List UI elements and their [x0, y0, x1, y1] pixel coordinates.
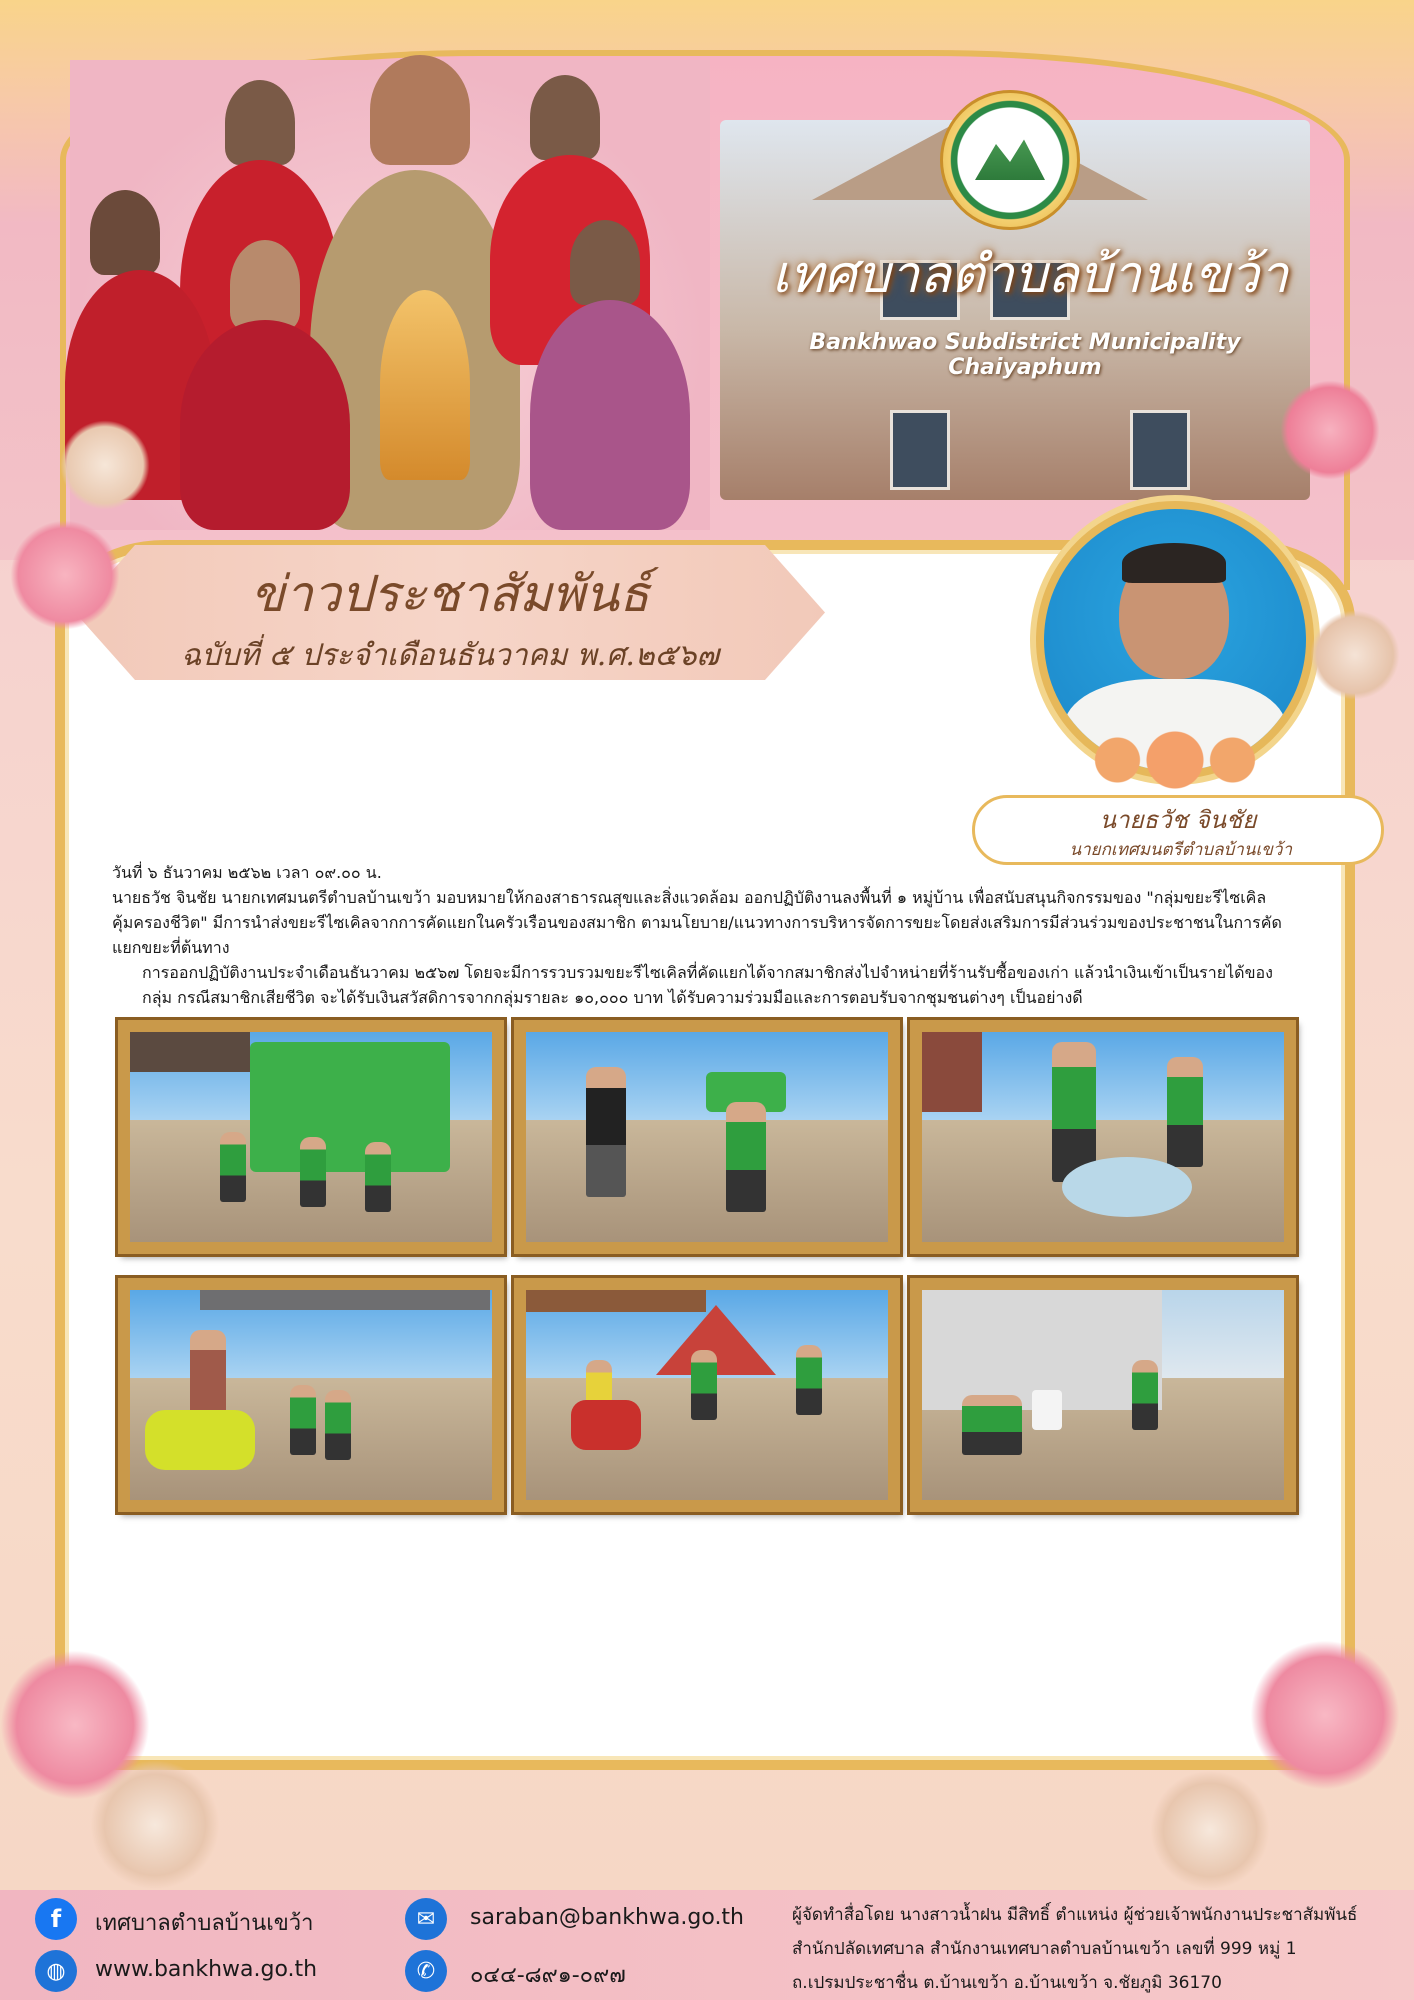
- phone-number[interactable]: ๐๔๔-๘๙๑-๐๙๗: [470, 1963, 626, 1988]
- gallery-photo-temple: [514, 1278, 900, 1512]
- flower-decoration: [90, 1760, 220, 1890]
- news-title: ข่าวประชาสัมพันธ์: [250, 565, 650, 623]
- official-purple-shirt: [530, 300, 690, 530]
- flower-decoration: [10, 520, 120, 630]
- official-head: [90, 190, 160, 275]
- flower-decoration: [1280, 380, 1380, 480]
- gallery-photo-bottles: [910, 1020, 1296, 1254]
- flower-decoration: [1060, 720, 1290, 800]
- official-head-woman: [230, 240, 300, 330]
- email-link[interactable]: saraban@bankhwa.go.th: [470, 1905, 745, 1930]
- official-red-dress: [180, 320, 350, 530]
- credit-line-2: สำนักปลัดเทศบาล สำนักงานเทศบาลตำบลบ้านเขว้า เลขที่ 999 หมู่ 1: [792, 1939, 1297, 1959]
- mayor-position: นายกเทศมนตรีตำบลบ้านเขว้า: [1069, 840, 1292, 860]
- mayor-name: นายธวัช จินชัย: [1099, 806, 1257, 834]
- article-paragraph-2: การออกปฏิบัติงานประจำเดือนธันวาคม ๒๕๖๗ โดยจะมีการรวบรวมขยะรีไซเคิลที่คัดแยกได้จากสมาชิกส่งไปจำหน่ายที่ร้านรับซื้อของเก่า แล้วนำเงินเข้าเป็นรายได้ของกลุ่ม กรณีสมาชิกเสียชีวิต จะได้รับเงินสวัสดิการจากกลุ่มรายละ ๑๐,๐๐๐ บาท ได้รับความร่วมมือและการตอบรับจากชุมชนต่างๆ เป็นอย่างดี: [142, 963, 1273, 1007]
- official-head: [530, 75, 600, 160]
- news-issue: ฉบับที่ ๕ ประจำเดือนธันวาคม พ.ศ.๒๕๖๗: [181, 638, 719, 673]
- flower-decoration: [1310, 610, 1400, 700]
- email-icon[interactable]: ✉: [405, 1898, 447, 1940]
- org-title-english: Bankhwao Subdistrict Municipality Chaiyaphum: [809, 330, 1241, 380]
- gallery-photo-collection: [514, 1020, 900, 1254]
- building-window: [1130, 410, 1190, 490]
- website-link[interactable]: www.bankhwa.go.th: [95, 1957, 318, 1982]
- flower-decoration: [1150, 1770, 1270, 1890]
- gallery-photo-sorting: [910, 1278, 1296, 1512]
- official-head-center: [370, 55, 470, 165]
- building-window: [890, 410, 950, 490]
- facebook-icon[interactable]: f: [35, 1898, 77, 1940]
- flower-decoration: [1250, 1640, 1400, 1790]
- flower-decoration: [60, 420, 150, 510]
- gallery-photo-motorbike: [118, 1278, 504, 1512]
- article-paragraph-1: นายธวัช จินชัย นายกเทศมนตรีตำบลบ้านเขว้า มอบหมายให้กองสาธารณสุขและสิ่งแวดล้อม ออกปฏิบัติงานลงพื้นที่ ๑ หมู่บ้าน เพื่อสนับสนุนกิจกรรมของ "กลุ่มขยะรีไซเคิลคุ้มครองชีวิต" มีการนำส่งขยะรีไซเคิลจากการคัดแยกในครัวเรือนของสมาชิก ตามนโยบาย/แนวทางการบริหารจัดการขยะโดยส่งเสริมการมีส่วนร่วมของประชาชนในการคัดแยกขยะที่ต้นทาง: [112, 888, 1282, 957]
- municipality-seal-logo: [940, 90, 1080, 230]
- credit-line-3: ถ.เปรมประชาชื่น ต.บ้านเขว้า อ.บ้านเขว้า จ.ชัยภูมิ 36170: [792, 1973, 1222, 1993]
- portrait-hair: [1122, 543, 1226, 583]
- award-trophy: [380, 290, 470, 480]
- org-title-thai: เทศบาลตำบลบ้านเขว้า: [771, 245, 1289, 305]
- official-head: [570, 220, 640, 305]
- officials-group-photo: [70, 60, 710, 530]
- facebook-page-link[interactable]: เทศบาลตำบลบ้านเขว้า: [95, 1911, 314, 1936]
- article-body: [112, 860, 1302, 1010]
- credit-line-1: ผู้จัดทำสื่อโดย นางสาวน้ำฝน มีสิทธิ์ ตำแหน่ง ผู้ช่วยเจ้าพนักงานประชาสัมพันธ์: [792, 1905, 1358, 1925]
- phone-icon[interactable]: ✆: [405, 1950, 447, 1992]
- footer-credit: [792, 1898, 1402, 2000]
- gallery-photo-truck: [118, 1020, 504, 1254]
- official-head: [225, 80, 295, 165]
- globe-icon[interactable]: ◍: [35, 1950, 77, 1992]
- article-date: วันที่ ๖ ธันวาคม ๒๕๖๒ เวลา ๐๙.๐๐ น.: [112, 863, 382, 882]
